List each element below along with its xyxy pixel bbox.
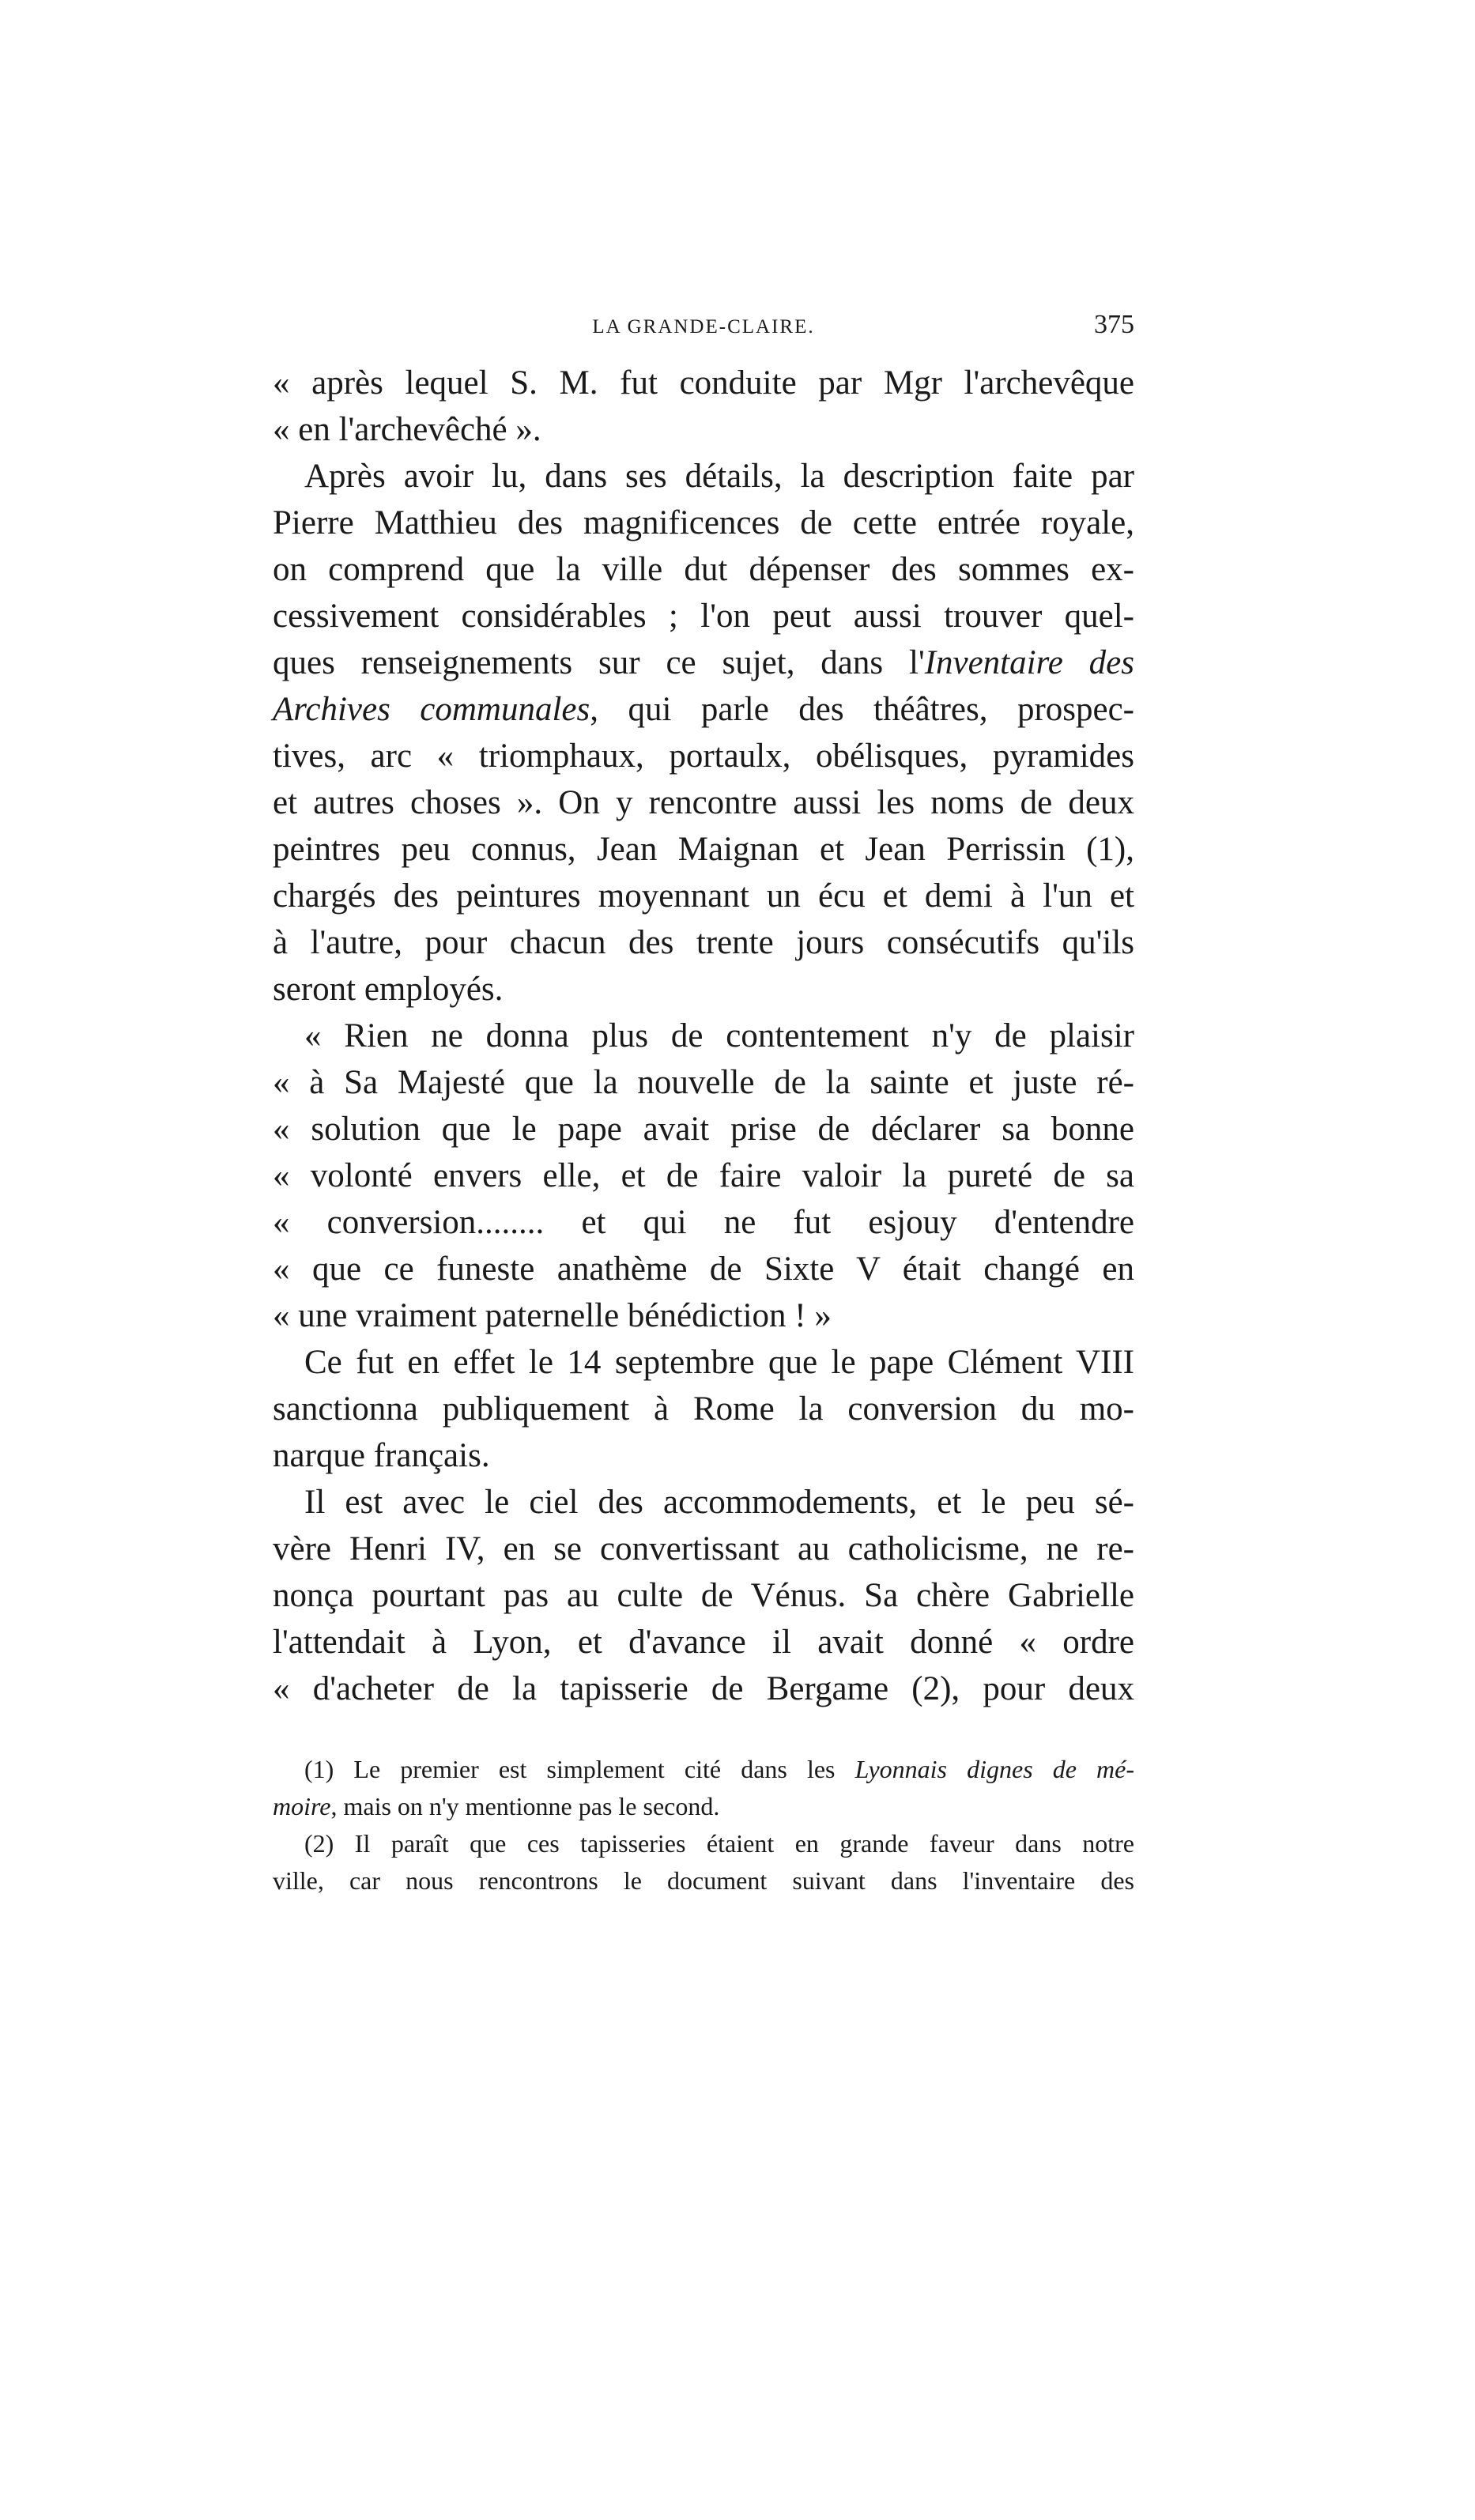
body-line [273,877,1134,916]
line-text: tives, arc « triomphaux, portaulx, obélisques, pyramides [273,738,1134,775]
line-text: l'attendait à Lyon, et d'avance il avait donné « ordre [273,1624,1134,1661]
italic-title: Archives communales [273,691,590,728]
line-text: (1) Le premier est simplement cité dans les [304,1755,855,1783]
body-line [273,737,1134,776]
line-text: ques renseignements sur ce sujet, dans l' [273,644,925,681]
line-text: Ce fut en effet le 14 septembre que le pape Clément VIII [304,1344,1134,1381]
body-line [273,970,1134,1009]
line-text: vère Henri IV, en se convertissant au catholicisme, ne re- [273,1530,1134,1567]
line-text: à l'autre, pour chacun des trente jours consécutifs qu'ils [273,924,1134,961]
line-text: « en l'archevêché ». [273,411,541,448]
body-line [273,1156,1134,1196]
body-line [273,1530,1134,1569]
body-line [273,1669,1134,1709]
body-line [273,1390,1134,1429]
body-line [273,1623,1134,1662]
line-text: « volonté envers elle, et de faire valoir la pureté de sa [273,1157,1134,1194]
body-line [273,1296,1134,1336]
line-text: , qui parle des théâtres, prospec- [590,691,1134,728]
line-text: Il est avec le ciel des accommodements, et le peu sé- [304,1484,1134,1521]
line-text: « une vraiment paternelle bénédiction ! » [273,1297,832,1334]
line-text: , mais on n'y mentionne pas le second. [330,1792,720,1820]
body-line [273,1203,1134,1243]
line-text: « après lequel S. M. fut conduite par Mgr l'archevêque [273,364,1134,402]
body-line [273,1483,1134,1522]
body-line [273,550,1134,590]
footnote-line [273,1790,1134,1822]
body-line [273,597,1134,636]
body-line [273,457,1134,496]
running-title: LA GRANDE-CLAIRE. [592,316,815,338]
running-header [273,310,1134,341]
body-line [273,643,1134,683]
body-line [273,364,1134,403]
body-line [273,1017,1134,1056]
line-text: cessivement considérables ; l'on peut aussi trouver quel- [273,598,1134,635]
line-text: sanctionna publiquement à Rome la conversion du mo- [273,1390,1134,1428]
body-line [273,830,1134,870]
body-line [273,923,1134,963]
body-line [273,783,1134,823]
line-text: narque français. [273,1437,490,1474]
line-text: « que ce funeste anathème de Sixte V était changé en [273,1251,1134,1288]
line-text: on comprend que la ville dut dépenser des sommes ex- [273,551,1134,588]
footnote-line [273,1865,1134,1896]
footnote-line [273,1753,1134,1785]
body-line [273,1343,1134,1383]
line-text: (2) Il paraît que ces tapisseries étaient en grande faveur dans notre [304,1829,1134,1858]
italic-title: Lyonnais dignes de mé- [854,1755,1135,1783]
footnote-line [273,1828,1134,1859]
line-text: « à Sa Majesté que la nouvelle de la sainte et juste ré- [273,1064,1134,1101]
page-number: 375 [1094,310,1134,339]
line-text: peintres peu connus, Jean Maignan et Jean Perrissin (1), [273,831,1134,868]
line-text: et autres choses ». On y rencontre aussi les noms de deux [273,784,1134,821]
line-text: « solution que le pape avait prise de déclarer sa bonne [273,1111,1134,1148]
body-line [273,1250,1134,1289]
body-line [273,1063,1134,1103]
body-line [273,1576,1134,1616]
line-text: « conversion........ et qui ne fut esjouy d'entendre [273,1204,1134,1241]
line-text: nonça pourtant pas au culte de Vénus. Sa chère Gabrielle [273,1577,1134,1614]
body-line [273,1436,1134,1476]
italic-title: moire [273,1792,331,1820]
line-text: Pierre Matthieu des magnificences de cette entrée royale, [273,504,1134,541]
line-text: seront employés. [273,971,504,1008]
line-text: chargés des peintures moyennant un écu et demi à l'un et [273,877,1134,915]
line-text: ville, car nous rencontrons le document suivant dans l'inventaire des [273,1866,1134,1895]
body-line [273,1110,1134,1149]
line-text: Après avoir lu, dans ses détails, la description faite par [304,458,1134,495]
body-line [273,504,1134,543]
body-line [273,690,1134,730]
line-text: « Rien ne donna plus de contentement n'y de plaisir [304,1017,1134,1054]
line-text: « d'acheter de la tapisserie de Bergame (2), pour deux [273,1670,1134,1707]
italic-title: Inventaire des [924,644,1134,681]
body-line [273,410,1134,450]
